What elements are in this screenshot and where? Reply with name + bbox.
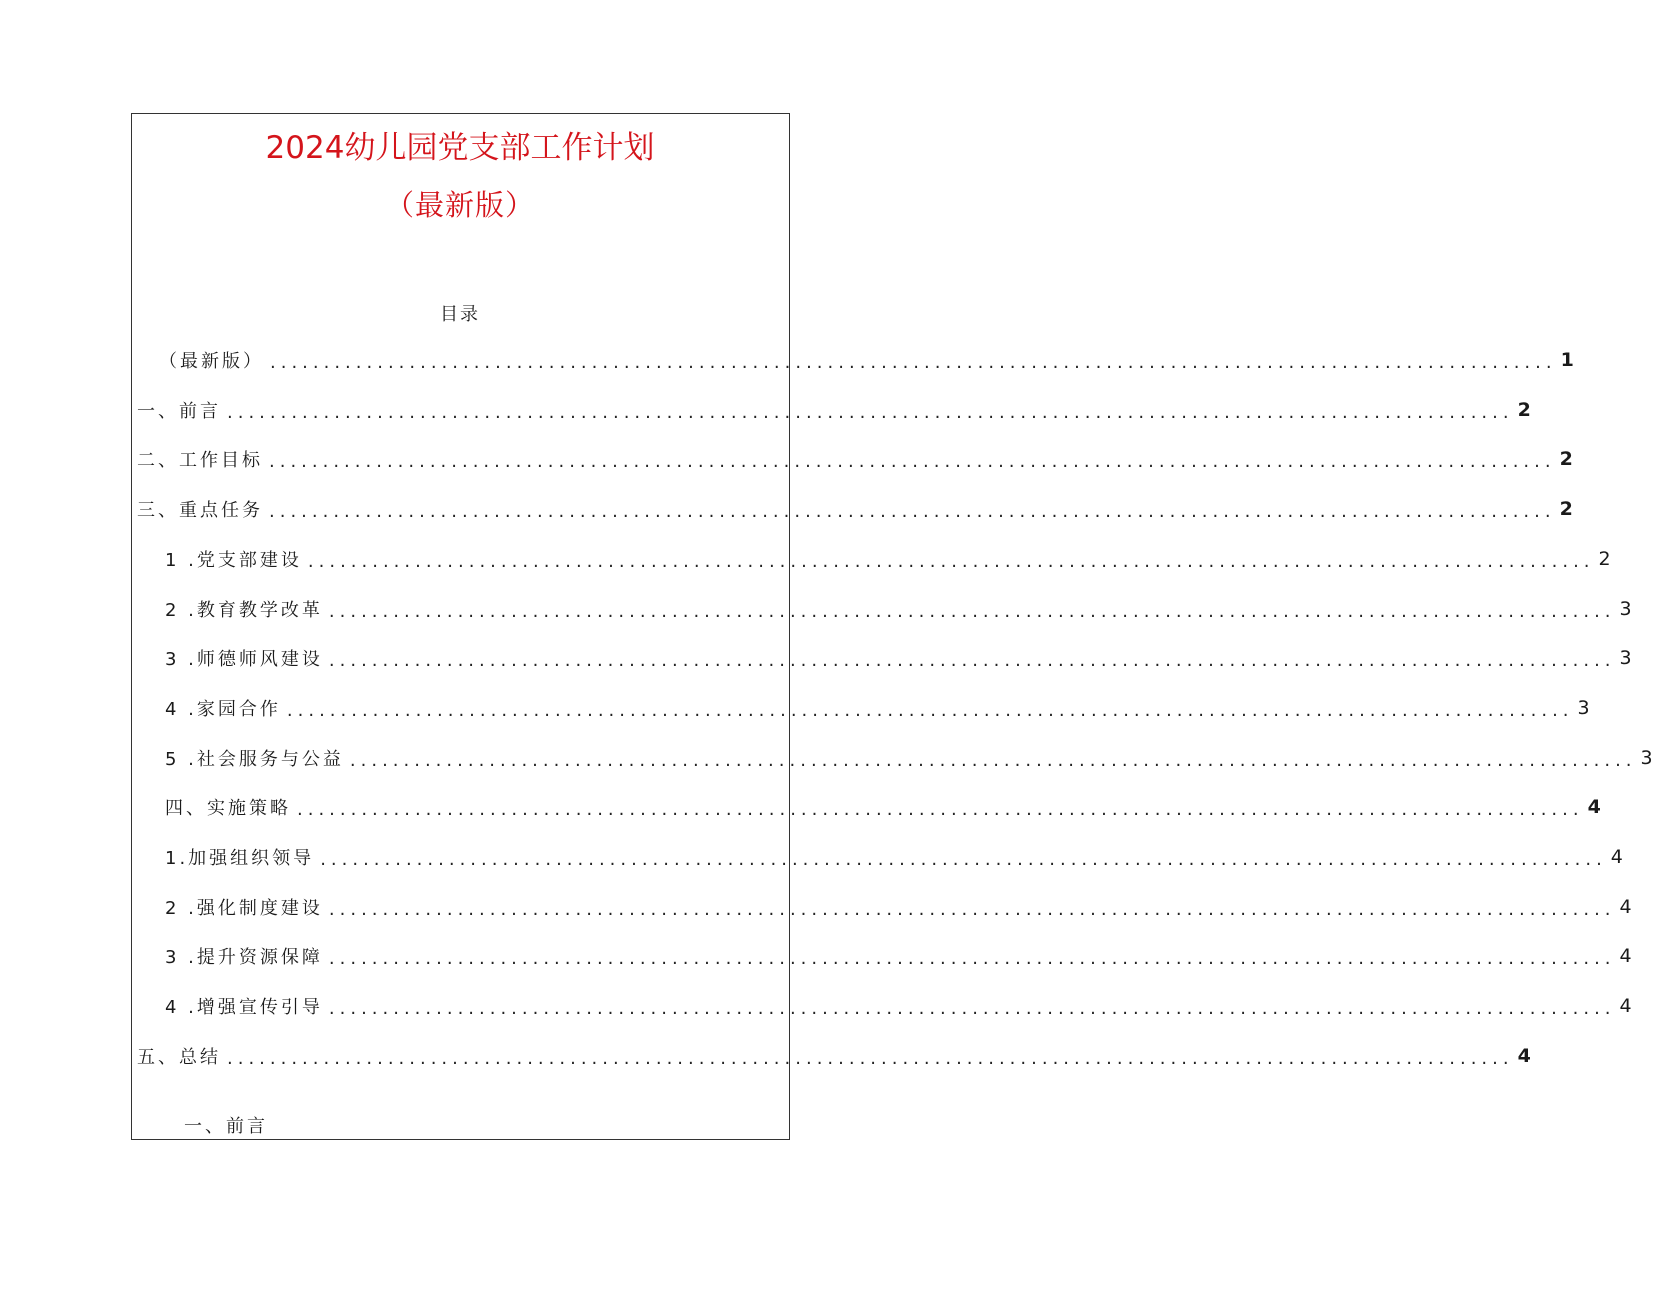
- toc-entry[interactable]: [137, 837, 1623, 877]
- toc-entry[interactable]: [137, 539, 1611, 579]
- toc-entry-label: 3 .提升资源保障: [165, 947, 323, 969]
- toc-page-number: 3: [1619, 647, 1632, 670]
- toc-entry[interactable]: [137, 887, 1632, 927]
- toc-entry-label: 二、工作目标: [137, 450, 263, 472]
- toc-entry-label: 2 .教育教学改革: [165, 599, 323, 621]
- toc-entry[interactable]: [137, 439, 1573, 479]
- toc-leader-dots: ........................................................................................................................: [286, 699, 1574, 721]
- toc-leader-dots: ........................................................................................................................: [227, 1047, 1514, 1069]
- document-title: 2024幼儿园党支部工作计划: [265, 130, 655, 166]
- toc-leader-dots: ........................................................................................................................: [269, 451, 1556, 473]
- toc-entry-label: 4 .家园合作: [165, 698, 281, 720]
- toc-page-number: 4: [1619, 945, 1632, 968]
- toc-page-number: 4: [1587, 796, 1601, 819]
- toc-entry-label: 4 .增强宣传引导: [165, 997, 323, 1019]
- toc-entry-label: 5 .社会服务与公益: [165, 748, 344, 770]
- toc-entry[interactable]: [137, 688, 1590, 728]
- toc-leader-dots: ........................................................................................................................: [328, 998, 1616, 1020]
- toc-leader-dots: ........................................................................................................................: [328, 948, 1616, 970]
- toc-leader-dots: ........................................................................................................................: [349, 749, 1637, 771]
- toc-entry-label: 五、总结: [137, 1046, 221, 1068]
- toc-page-number: 2: [1559, 498, 1573, 521]
- toc-entry[interactable]: [137, 986, 1632, 1026]
- toc-entry-label: 3 .师德师风建设: [165, 649, 323, 671]
- toc-page-number: 4: [1619, 895, 1632, 918]
- toc-entry-label: 1.加强组织领导: [165, 848, 315, 869]
- toc-page-number: 1: [1560, 349, 1574, 371]
- toc-entry[interactable]: [137, 738, 1653, 778]
- toc-page-number: 2: [1517, 398, 1531, 421]
- toc-page-number: 4: [1619, 995, 1632, 1018]
- toc-leader-dots: ........................................................................................................................: [307, 550, 1595, 572]
- toc-page-number: 2: [1559, 448, 1573, 471]
- toc-page-number: 4: [1517, 1044, 1531, 1067]
- toc-page-number: 3: [1577, 696, 1590, 719]
- toc-entry-label: 四、实施策略: [165, 798, 291, 820]
- toc-entry-label: 一、前言: [137, 400, 221, 422]
- toc-entry[interactable]: [137, 936, 1632, 976]
- toc-entry[interactable]: [137, 787, 1601, 827]
- toc-entry-label: 1 .党支部建设: [165, 549, 302, 571]
- toc-leader-dots: ........................................................................................................................: [227, 401, 1514, 423]
- toc-entry-label: （最新版）: [159, 351, 264, 372]
- section-heading-preface: 一、前言: [184, 1116, 268, 1137]
- toc-page-number: 4: [1610, 846, 1623, 868]
- toc-leader-dots: ........................................................................................................................: [328, 600, 1616, 622]
- document-subtitle: （最新版）: [384, 188, 535, 222]
- toc-leader-dots: ........................................................................................................................: [320, 849, 1607, 870]
- toc-heading: 目录: [440, 304, 480, 325]
- toc-leader-dots: ........................................................................................................................: [328, 898, 1616, 920]
- toc-entry[interactable]: [137, 489, 1573, 529]
- toc-leader-dots: ........................................................................................................................: [328, 650, 1616, 672]
- toc-leader-dots: ........................................................................................................................: [269, 501, 1556, 523]
- toc-page-number: 2: [1598, 547, 1611, 570]
- toc-entry-label: 2 .强化制度建设: [165, 897, 323, 919]
- toc-entry[interactable]: [137, 589, 1632, 629]
- toc-entry-label: 三、重点任务: [137, 500, 263, 522]
- toc-entry[interactable]: [137, 1036, 1531, 1076]
- toc-page-number: 3: [1619, 597, 1632, 620]
- toc-leader-dots: ........................................................................................................................: [297, 799, 1584, 821]
- toc-page-number: 3: [1640, 746, 1653, 769]
- toc-entry[interactable]: [137, 340, 1574, 380]
- toc-leader-dots: ........................................................................................................................: [270, 352, 1557, 373]
- toc-entry[interactable]: [137, 390, 1531, 430]
- toc-entry[interactable]: [137, 638, 1632, 678]
